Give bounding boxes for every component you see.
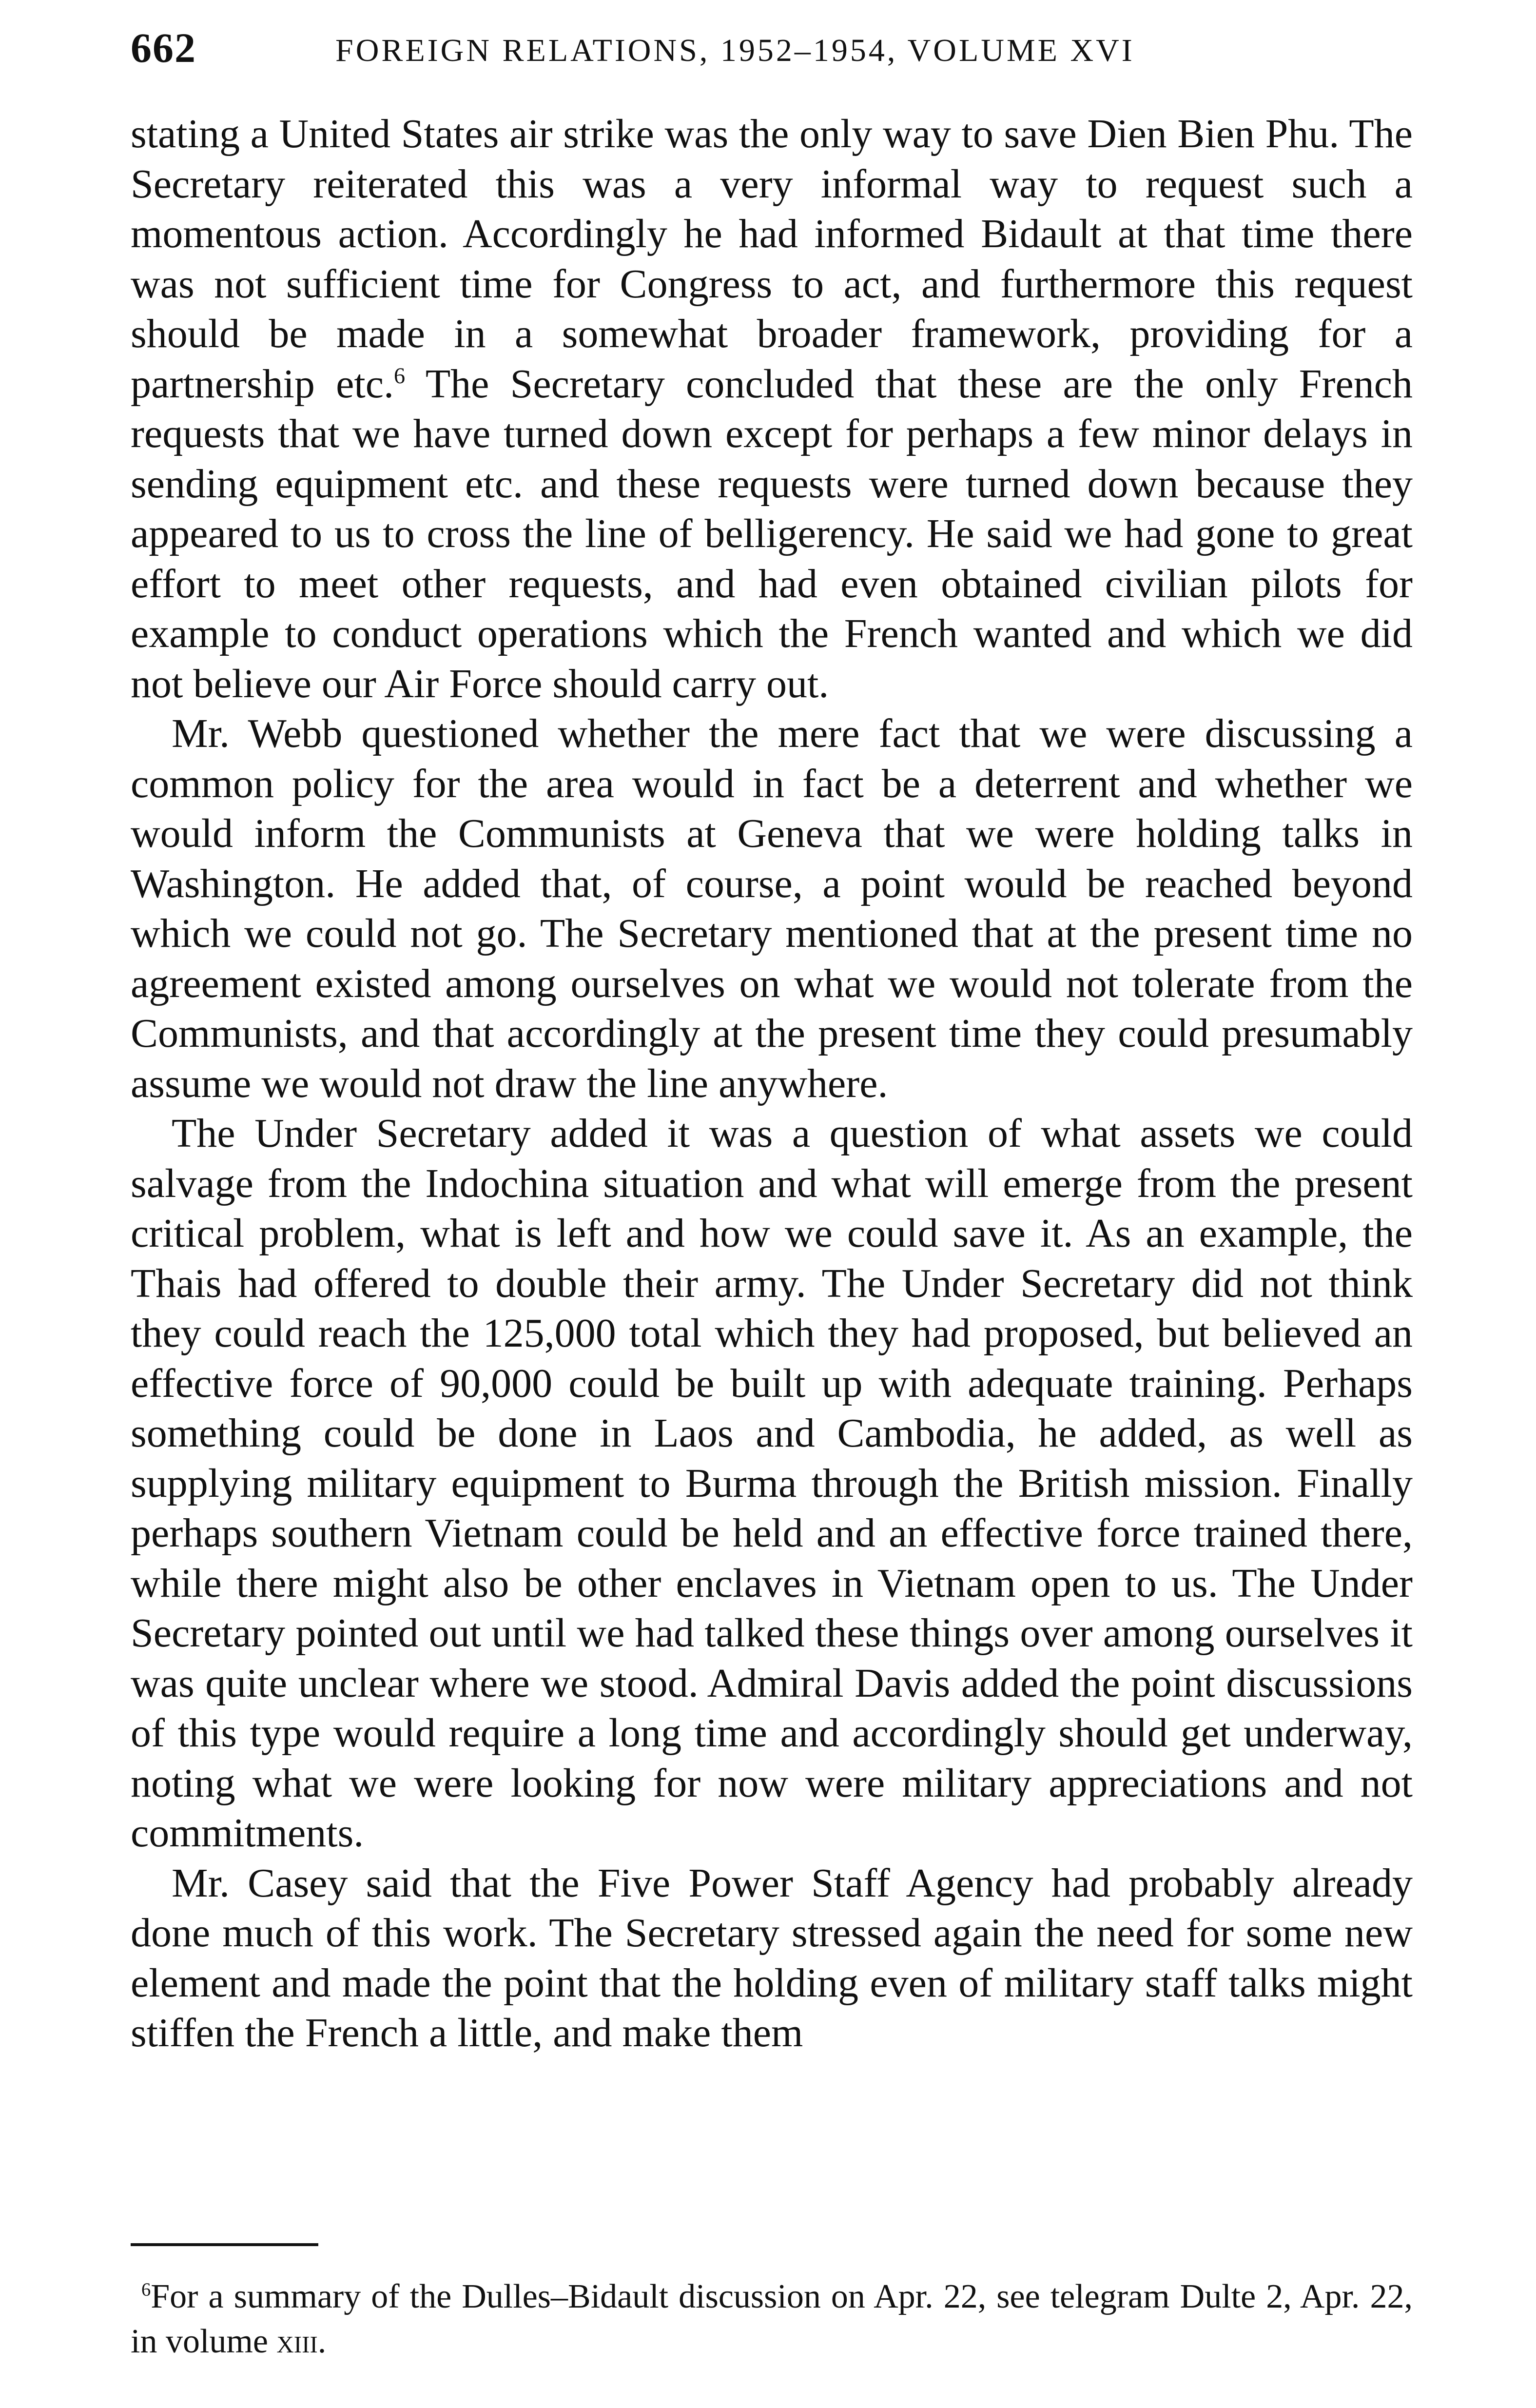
paragraph-webb: Mr. Webb questioned whether the mere fact that we were discussing a common policy for the area would in fact be a deterrent and whether we would inform the Communists at Geneva that we were holding talks in Washington. He added that, of course, a point would be reached beyond which we could not go. The Secretary mentioned that at the present time no agreement existed among ourselves on what we would not tolerate from the Communists, and that accordingly at the present time they could presumably assume we would not draw the line anywhere.	[131, 711, 1413, 1106]
paragraph-continued	[131, 109, 1413, 709]
footnote-volume: xiii	[276, 2323, 318, 2360]
paragraph-under-secretary: The Under Secretary added it was a question of what assets we could salvage from the Indochina situation and what will emerge from the present critical problem, what is left and how we could save it. As an example, the Thais had offered to double their army. The Under Secretary did not think they could reach the 125,000 total which they had proposed, but believed an effective force of 90,000 could be built up with adequate training. Perhaps something could be done in Laos and Cambodia, he added, as well as supplying military equipment to Burma through the British mission. Finally perhaps southern Vietnam could be held and an effective force trained there, while there might also be other enclaves in Vietnam open to us. The Under Secretary pointed out until we had talked these things over among ourselves it was quite unclear where we stood. Admiral Davis added the point discussions of this type would require a long time and accordingly should get underway, noting what we were looking for now were military appreciations and not commitments.	[131, 1111, 1413, 1856]
footnote-text-end: .	[317, 2323, 327, 2360]
paragraph-casey: Mr. Casey said that the Five Power Staff Agency had probably already done much of this work. The Secretary stressed again the need for some new element and made the point that the holding even of military staff talks might stiffen the French a little, and make them	[131, 1860, 1413, 2056]
running-head: FOREIGN RELATIONS, 1952–1954, VOLUME XVI	[335, 33, 1135, 68]
footnote-marker: 6	[141, 2279, 151, 2300]
paragraph-1-text: stating a United States air strike was the only way to save Dien Bien Phu. The Secretary reiterated this was a very informal way to request such a momentous action. Accordingly he had informed Bidault at that time there was not sufficient time for Congress to act, and furthermore this request should be made in a somewhat broader framework, providing for a partnership etc.	[131, 111, 1413, 407]
footnote-text: For a summary of the Dulles–Bidault discussion on Apr. 22, see telegram Dulte 2, Apr. 22, in volume	[131, 2278, 1413, 2360]
footnote	[131, 2274, 1413, 2364]
paragraph-1-text-continued: The Secretary concluded that these are the only French requests that we have turned down except for perhaps a few minor delays in sending equipment etc. and these requests were turned down because they appeared to us to cross the line of belligerency. He said we had gone to great effort to meet other requests, and had even obtained civilian pilots for example to conduct operations which the French wanted and which we did not believe our Air Force should carry out.	[131, 361, 1413, 706]
footnote-divider	[131, 2243, 318, 2246]
page-header	[131, 23, 1408, 97]
page-number: 662	[131, 24, 196, 71]
footnote-reference[interactable]: 6	[394, 363, 406, 388]
body-text	[131, 109, 1413, 2058]
